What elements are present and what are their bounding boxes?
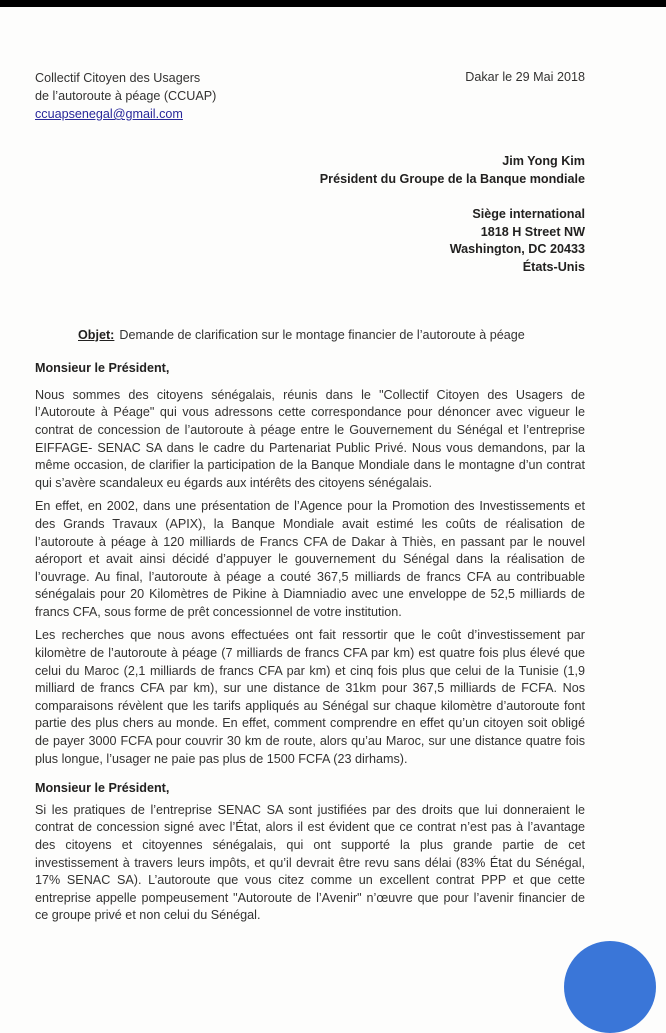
subject-label: Objet:	[78, 327, 115, 342]
recipient-title: Président du Groupe de la Banque mondiale	[319, 171, 585, 186]
recipient-block	[35, 153, 585, 188]
subject-line	[35, 327, 585, 345]
subject-text: Demande de clarification sur le montage financier de l’autoroute à péage	[119, 327, 525, 342]
salutation-second: Monsieur le Président,	[35, 781, 170, 796]
address-line2: 1818 H Street NW	[480, 224, 585, 239]
recipient-name: Jim Yong Kim	[502, 154, 585, 168]
sender-name-line1: Collectif Citoyen des Usagers	[35, 71, 201, 85]
address-line4: États-Unis	[522, 259, 585, 274]
address-line1: Siège international	[472, 207, 585, 222]
top-black-bar	[0, 0, 666, 7]
recipient-address-block	[35, 206, 585, 276]
letter-date: Dakar le 29 Mai 2018	[465, 70, 585, 84]
body-paragraph-1: Nous sommes des citoyens sénégalais, réunis dans le "Collectif Citoyen des Usagers de l’Autoroute à Péage" qui vous adressons cette correspondance pour dénoncer avec vigueur le contrat de concession de l’autoroute à péage entre le Gouvernement du Sénégal et l’entreprise EIFFAGE- SENAC SA dans le cadre du Partenariat Public Privé. Nous vous demandons, par la même occasion, de clarifier la participation de la Banque Mondiale dans le montagne d’un contrat qui s’avère scandaleux eu égards aux intérêts des citoyens sénégalais.	[35, 387, 585, 490]
body-paragraph-4: Si les pratiques de l’entreprise SENAC SA sont justifiées par des droits que lui donneraient le contrat de concession signé avec l’État, alors il est évident que ce contrat n’est pas à l’avantage des citoyens et citoyennes sénégalais, qui ont supporté la plus grande partie de cet investissement à travers leurs impôts, et qu’il devrait être revu sans délai (83% État du Sénégal, 17% SENAC SA). L’autoroute que vous citez comme un excellent contrat PPP et que cette entreprise appelle pompeusement "Autoroute de l’Avenir" n’œuvre que pour l’avenir financier de ce groupe privé et non celui du Sénégal.	[35, 802, 585, 923]
salutation-first: Monsieur le Président,	[35, 361, 170, 376]
letter-document	[35, 7, 585, 925]
sender-name-line2: de l’autoroute à péage (CCUAP)	[35, 89, 217, 103]
floating-action-button[interactable]	[564, 941, 656, 1033]
letter-header	[35, 69, 585, 123]
sender-email-link[interactable]: ccuapsenegal@gmail.com	[35, 107, 183, 121]
address-line3: Washington, DC 20433	[449, 242, 585, 257]
sender-block	[35, 69, 216, 123]
body-paragraph-3: Les recherches que nous avons effectuées ont fait ressortir que le coût d’investissement par kilomètre de l’autoroute à péage (7 milliards de francs CFA par km) est quatre fois plus élevé que celui du Maroc (2,1 milliards de francs CFA par km) et cinq fois plus que celui de la Tunisie (1,9 milliard de francs CFA par km), sur une distance de 31km pour 367,5 milliards de FCFA. Nos comparaisons révèlent que les tarifs appliqués au Sénégal sur chaque kilomètre d’autoroute font partie des plus chers au monde. En effet, comment comprendre en effet qu’un citoyen soit obligé de payer 3000 FCFA pour couvrir 30 km de route, alors qu’au Maroc, sur une distance quatre fois plus longue, l’usager ne paie pas plus de 1500 FCFA (23 dirhams).	[35, 628, 585, 766]
body-paragraph-2: En effet, en 2002, dans une présentation de l’Agence pour la Promotion des Investissements et des Grands Travaux (APIX), la Banque Mondiale avait estimé les coûts de réalisation de l’autoroute à péage à 120 milliards de Francs CFA de Dakar à Thiès, en passant par le nouvel aéroport et avait ainsi décidé d’appuyer le gouvernement du Sénégal dans la réalisation de l’ouvrage. Au final, l’autoroute à péage a couté 367,5 milliards de francs CFA au contribuable sénégalais pour 20 Kilomètres de Pikine à Diamniadio avec une enveloppe de 52,5 milliards de francs CFA, sous forme de prêt concessionnel de votre institution.	[35, 499, 585, 619]
